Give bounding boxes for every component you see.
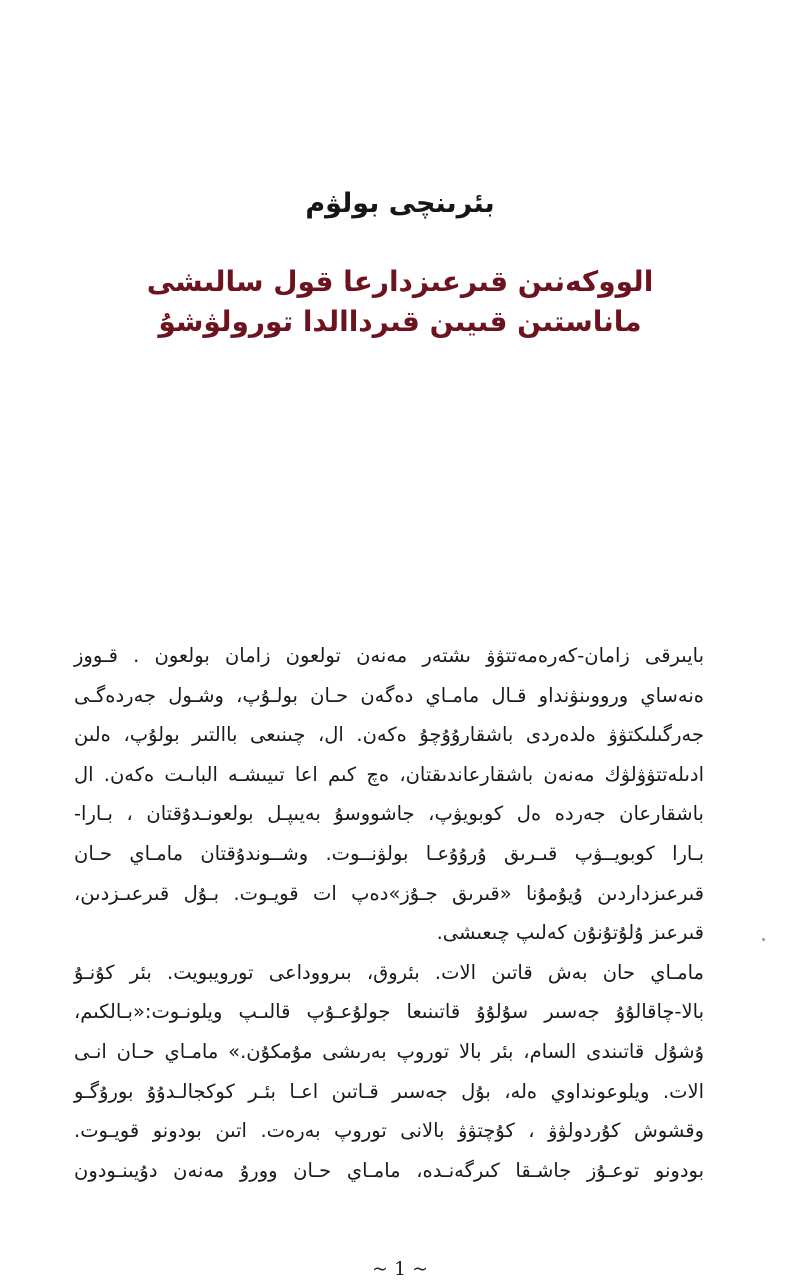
text-line: باشقارعان جەردە ەل كوبويۋپ، جاشووسۇ بەيىپـل بولعونـدۇقتان ، بـارا- — [74, 802, 704, 826]
text-line: بودونو توعـۇز جاشـقا كىرگەنـدە، مامـاي حـان وورۇ مەنەن دۇيىنـودون — [74, 1158, 704, 1182]
text-line: قىرعىز ۇلۇتۇنۇن كەلىپ چىعىشى. — [436, 921, 704, 945]
paragraph-2 — [74, 953, 728, 1191]
text-line: بـارا كوبويــۋپ قىـرىق ۇرۇۇعـا بولۋنــوت. وشــوندۇقتان مامـاي حـان — [74, 841, 704, 865]
page-number: ~ 1 ~ — [371, 1258, 428, 1280]
text-line: بالا-چاقالۇۇ جەسىر سۇلۇۇ قاتىنىعا جولۇعـۇپ قالىـپ ويلونـوت:«بـالكىم، — [74, 1000, 704, 1024]
paragraph-1 — [74, 636, 728, 953]
chapter-title — [0, 262, 800, 342]
chapter-title-line: ماناستىن قىيىن قىرداالدا تورولۋشۇ — [158, 305, 642, 338]
text-line: وقشوش كۇردولۋۋ ، كۇچتۋۋ بالانى توروپ بەرەت. اتىن بودونو قويـوت. — [74, 1119, 704, 1143]
chapter-title-line: الووكەنىن قىرعىزدارعا قول سالىشى — [146, 265, 654, 298]
scan-speck — [762, 938, 765, 941]
chapter-heading: بئرىنچى بولۋم — [305, 188, 495, 219]
text-line: جەرگىلىكتۋۋ ەلدەردى باشقارۇۇچۇ ەكەن. ال، چىنىعى باالتىر بولۇپ، ەلىن — [74, 723, 704, 747]
text-line: الات. ويلوعونداوي ەلە، بۇل جەسىر قـاتىن اعـا بئـر كوكجالـدۇۇ بورۇگـو — [74, 1079, 704, 1103]
body-text — [74, 636, 728, 1190]
text-line: مامـاي حان بەش قاتىن الات. بئروق، بىرووداعى تورويبويت. بئر كۇنـۇ — [74, 960, 704, 984]
text-line: ەنەساي ورووىنۋنداو قـال مامـاي دەگەن حـان بولـۇپ، وشـول جەردەگـى — [74, 683, 704, 707]
text-line: ۇشۇل قاتىندى السام، بئر بالا توروپ بەرىشى مۇمكۇن.» مامـاي حـان انـى — [74, 1039, 704, 1063]
text-line: ادىلەتتۋۋلۋك مەنەن باشقارعاندىقتان، ەچ كىم اعا تىيىشـە الباىـت ەكەن. ال — [74, 762, 704, 786]
text-line: قىرعىزداردىن ۇيۇمۇنا «قىرىق جـۇز»دەپ ات قويـوت. بـۇل قىرعىـزدىن، — [74, 881, 704, 905]
text-line: بايىرقى زامان-كەرەمەتتۋۋ ىشتەر مەنەن تولعون زامان بولعون . قـووز — [74, 644, 704, 667]
